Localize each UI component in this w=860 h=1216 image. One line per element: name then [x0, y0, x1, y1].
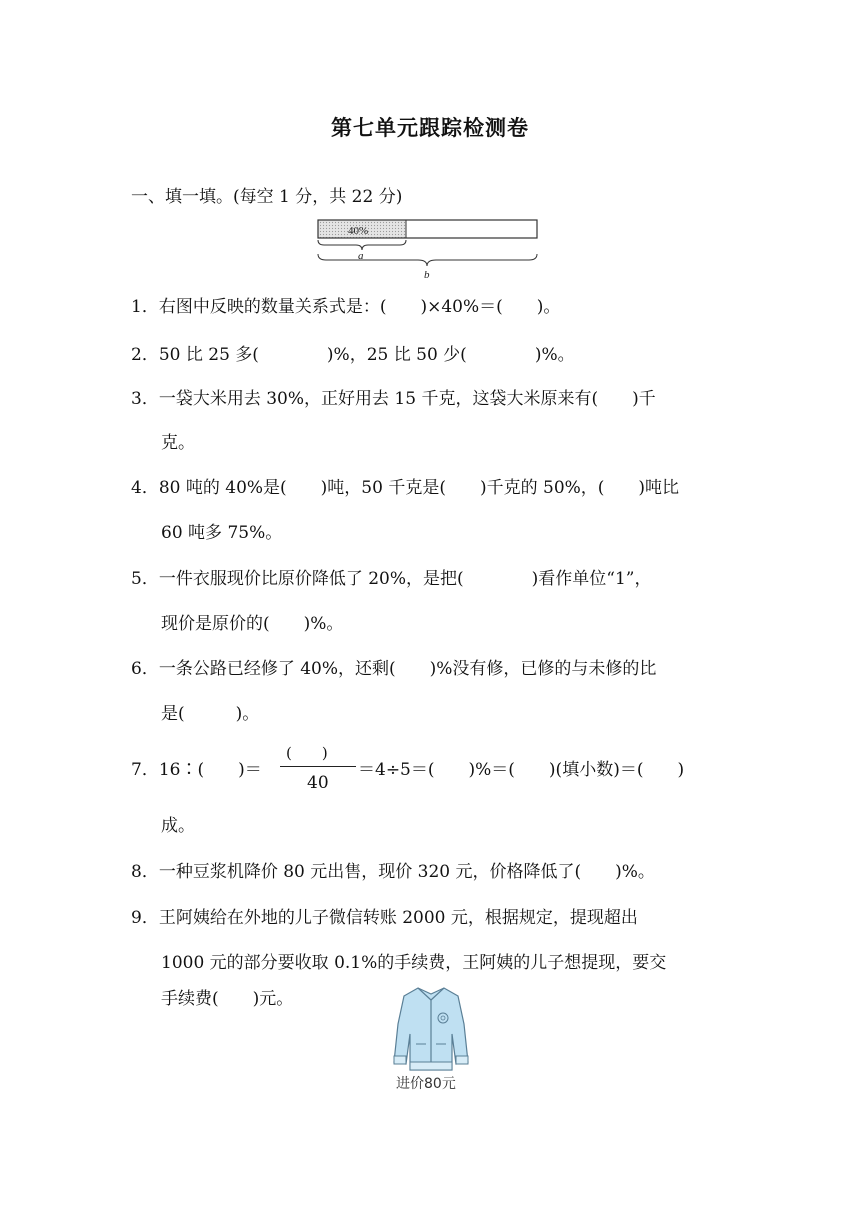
fraction-denominator: 40 — [307, 773, 329, 793]
label-b: b — [424, 269, 430, 281]
fraction-numerator: ( ) — [286, 744, 328, 762]
section-heading: 一、填一填。(每空 1 分，共 22 分) — [131, 187, 403, 207]
question-9-line-2: 1000 元的部分要收取 0.1%的手续费，王阿姨的儿子想提现，要交 — [161, 953, 667, 973]
bar-label: 40% — [348, 225, 369, 237]
question-3-line-2: 克。 — [161, 433, 195, 453]
question-7-line-2: 成。 — [161, 816, 195, 836]
question-6-line-2: 是( )。 — [161, 704, 260, 724]
question-8: 8．一种豆浆机降价 80 元出售，现价 320 元，价格降低了( )%。 — [131, 862, 655, 882]
brace-b — [318, 254, 537, 266]
question-9-line-1: 9．王阿姨给在外地的儿子微信转账 2000 元，根据规定，提现超出 — [131, 908, 638, 928]
page-title: 第七单元跟踪检测卷 — [331, 116, 529, 140]
question-2: 2．50 比 25 多( )%，25 比 50 少( )%。 — [131, 345, 575, 365]
question-5-line-1: 5．一件衣服现价比原价降低了 20%，是把( )看作单位“1”， — [131, 569, 652, 589]
question-7-left: 7．16∶( )＝ — [131, 760, 262, 780]
question-4-line-1: 4．80 吨的 40%是( )吨，50 千克是( )千克的 50%，( )吨比 — [131, 478, 680, 498]
question-5-line-2: 现价是原价的( )%。 — [161, 614, 344, 634]
question-4-line-2: 60 吨多 75%。 — [161, 523, 283, 543]
figure-caption: 进价80元 — [396, 1076, 456, 1092]
fraction-bar — [280, 766, 356, 767]
question-7-right: ＝4÷5＝( )%＝( )(填小数)＝( ) — [358, 760, 685, 780]
label-a: a — [358, 250, 364, 262]
percent-bar-diagram — [310, 212, 546, 284]
brace-a — [318, 240, 406, 250]
question-9-line-3: 手续费( )元。 — [161, 989, 294, 1009]
question-6-line-1: 6．一条公路已经修了 40%，还剩( )%没有修，已修的与未修的比 — [131, 659, 657, 679]
jacket-illustration — [392, 984, 470, 1074]
question-1: 1．右图中反映的数量关系式是：( )×40%＝( )。 — [131, 297, 561, 317]
question-3-line-1: 3．一袋大米用去 30%，正好用去 15 千克，这袋大米原来有( )千 — [131, 389, 656, 409]
